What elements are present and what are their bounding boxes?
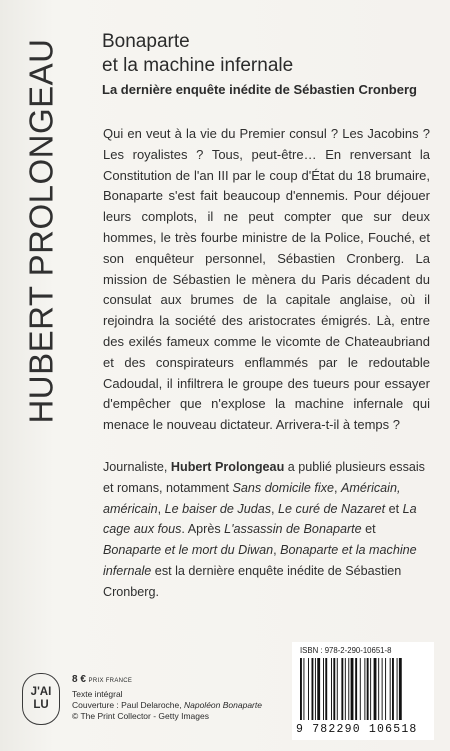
barcode-bar: [325, 658, 327, 720]
credit-line-1: Texte intégral: [72, 689, 123, 699]
barcode-bar: [333, 658, 335, 720]
blurb-paragraph: Qui en veut à la vie du Premier consul ? Les Jacobins ? Les royalistes ? Tous, peut-être… En renversant la Constitution de l'an III par le coup d'État du 18 brumaire, Bonaparte s'est fait beaucoup d'ennemis. Pour déjouer leurs complots, il ne peut compter que sur deux hommes, le très fourbe ministre de la Police, Fouché, et son enquêteur personnel, Sébastien Cronberg. La mission de Sébastien le mènera du Paris décadent du consulat aux brumes de la capitale anglaise, où il rejoindra la société des aristocrates émigrés. Là, entre des exilés fameux comme le vicomte de Chateaubriand et des conspirateurs enflammés par le redoutable Cadoudal, il infiltrera le groupe des tueurs pour essayer d'empêcher que n'explose la machine infernale qui menace le nouveau dictateur. Arrivera-t-il à temps ?: [103, 126, 430, 433]
barcode-bar: [360, 658, 361, 720]
price-label: [72, 674, 132, 685]
barcode-bar: [374, 658, 377, 720]
barcode-bar: [312, 658, 314, 720]
barcode-bar: [355, 658, 357, 720]
barcode-bar: [345, 658, 346, 720]
barcode-number: 9 782290 106518: [296, 723, 418, 736]
barcode-bar: [370, 658, 371, 720]
barcode-bar: [308, 658, 309, 720]
barcode-bar: [323, 658, 324, 720]
barcode-bar: [317, 658, 320, 720]
barcode-icon: [300, 658, 426, 722]
barcode-bar: [364, 658, 365, 720]
barcode-bar: [348, 658, 349, 720]
price-amount: 8 €: [72, 674, 86, 685]
author-bio: Journaliste, Hubert Prolongeau a publié plusieurs essais et romans, notamment Sans domicile fixe, Américain, américain, Le baiser de Judas, Le curé de Nazaret et La cage aux fous. Après L'assassin de Bonaparte et Bonaparte et le mort du Diwan, Bonaparte et la machine infernale est la dernière enquête inédite de Sébastien Cronberg.: [103, 460, 425, 599]
publisher-logo: [22, 673, 60, 725]
title-line-1: Bonaparte: [102, 31, 190, 52]
publisher-logo-top: J'AI: [30, 686, 52, 698]
barcode-bar: [392, 658, 394, 720]
barcode-bar: [397, 658, 398, 720]
price-country: PRIX FRANCE: [88, 678, 133, 684]
isbn-text: ISBN : 978-2-290-10651-8: [300, 646, 392, 655]
barcode-bar: [351, 658, 354, 720]
barcode-bar: [382, 658, 383, 720]
book-title: [102, 30, 293, 78]
author-bio-name: Hubert Prolongeau: [170, 460, 285, 474]
barcode-bar: [390, 658, 391, 720]
credit-line-3: © The Print Collector - Getty Images: [72, 711, 209, 721]
barcode-bar: [337, 658, 338, 720]
cover-credits: [72, 689, 262, 722]
author-name-text: HUBERT PROLONGEAU: [23, 38, 61, 424]
barcode-bar: [399, 658, 402, 720]
barcode-bar: [331, 658, 332, 720]
barcode-bar: [385, 658, 386, 720]
barcode-bar: [341, 658, 343, 720]
barcode-bar: [300, 658, 302, 720]
barcode-bar: [378, 658, 379, 720]
publisher-logo-bottom: LU: [33, 699, 49, 711]
barcode-bar: [367, 658, 369, 720]
author-name-vertical: [22, 30, 62, 432]
barcode-bar: [315, 658, 316, 720]
credit-line-2: Couverture : Paul Delaroche, Napoléon Bonaparte: [72, 700, 262, 710]
barcode-bar: [303, 658, 304, 720]
title-line-2: et la machine infernale: [102, 55, 294, 76]
barcode-panel: [292, 642, 434, 740]
book-subtitle: La dernière enquête inédite de Sébastien Cronberg: [102, 82, 417, 97]
